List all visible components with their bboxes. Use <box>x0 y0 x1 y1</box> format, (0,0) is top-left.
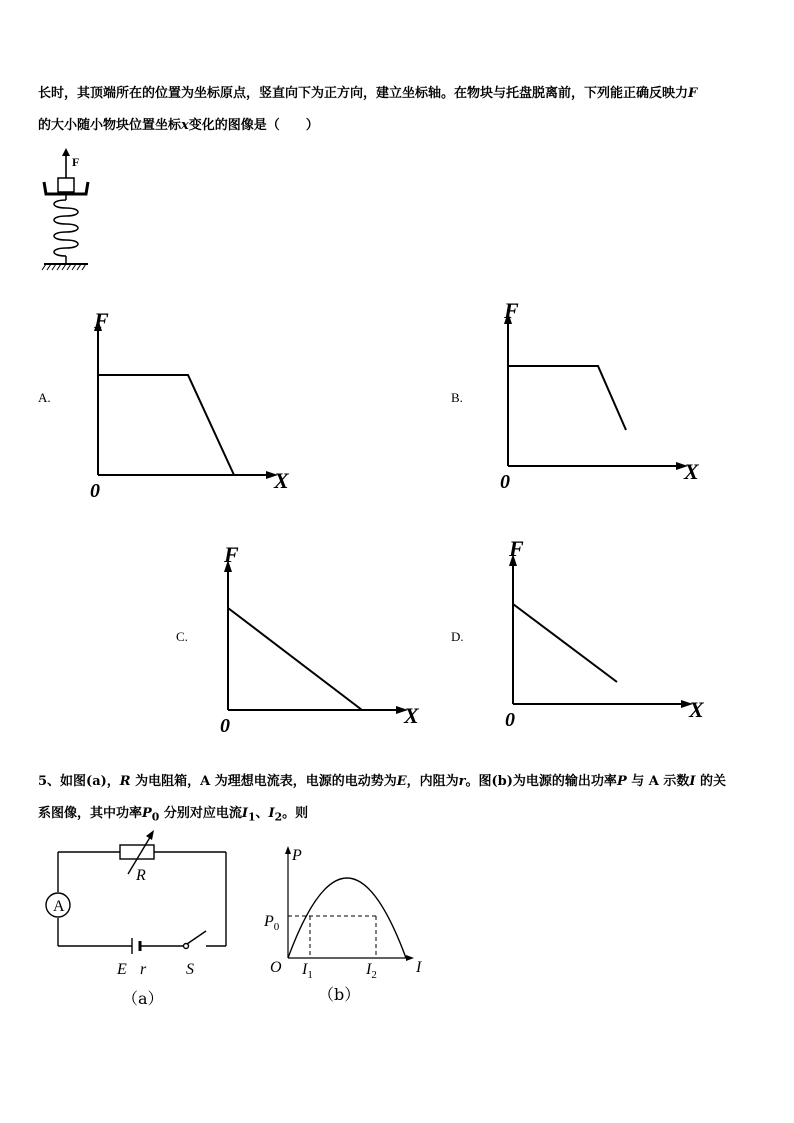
power-curve <box>288 878 406 958</box>
q5-var-P0: P <box>142 806 152 821</box>
resistor-label: R <box>136 867 146 884</box>
option-a-xlabel: X <box>274 468 289 493</box>
resistor-box <box>120 845 154 859</box>
q4-line-1 <box>38 82 697 101</box>
q5-var-E: E <box>396 774 407 789</box>
p0-label: $P_0$ <box>264 913 280 933</box>
q5-text: 系图像，其中功率 <box>38 806 143 821</box>
option-c-origin: 0 <box>220 715 230 735</box>
option-b-graph <box>494 296 709 491</box>
ammeter-label: A <box>53 898 65 915</box>
q5-sub: 0 <box>151 810 160 824</box>
option-a-graph <box>84 305 299 500</box>
option-c-label[interactable]: C. <box>176 629 188 644</box>
q4-text-2a: 的大小随小物块位置坐标 <box>38 118 182 133</box>
internal-resistance-label: r <box>140 961 147 978</box>
q5-var-I: I <box>689 774 696 789</box>
option-d-xlabel: X <box>689 697 704 722</box>
q4-text-1a: 长时，其顶端所在的位置为坐标原点，竖直向下为正方向，建立坐标轴。在物块与托盘脱离前，下列能正确反映力 <box>38 86 689 101</box>
i2-label: $I_2$ <box>366 961 377 981</box>
q5-var-I2: I <box>268 806 275 821</box>
option-a-curve <box>98 375 234 475</box>
fig-force-label: F <box>72 155 80 169</box>
option-c-ylabel: F <box>224 542 239 567</box>
option-d-ylabel: F <box>509 536 524 561</box>
switch-label: S <box>186 961 194 978</box>
q5-text: 。图(b)为电源的输出功率 <box>465 774 617 789</box>
option-d-label[interactable]: D. <box>451 629 464 644</box>
option-a-origin: 0 <box>90 480 100 500</box>
q4-line-2 <box>38 114 319 133</box>
option-d-curve <box>513 604 617 682</box>
circuit-caption: （a） <box>122 989 164 1008</box>
q5-var-P: P <box>616 774 627 789</box>
power-current-graph <box>258 840 438 1010</box>
q4-var-x: x <box>181 118 189 133</box>
q5-text: 的关 <box>695 774 727 789</box>
q5-line-2 <box>38 802 308 824</box>
option-b-label[interactable]: B. <box>451 390 463 405</box>
q5-text: 5、如图(a)， <box>38 774 120 789</box>
graph-caption: （b） <box>318 985 361 1004</box>
spring-figure <box>36 148 96 276</box>
option-d-graph <box>499 534 714 729</box>
q5-text: ，内阻为 <box>406 774 459 789</box>
option-b-curve <box>508 366 626 430</box>
option-d-origin: 0 <box>505 709 515 729</box>
graph-origin: O <box>270 959 282 976</box>
option-a-ylabel: F <box>94 308 109 333</box>
q5-line-1 <box>38 770 726 789</box>
option-c-graph <box>214 540 429 735</box>
option-c-xlabel: X <box>404 703 419 728</box>
q4-var-F: F <box>688 86 698 101</box>
option-b-ylabel: F <box>504 298 519 323</box>
q5-text: 与 A 示数 <box>626 774 690 789</box>
i1-label: $I_1$ <box>302 961 313 981</box>
q5-text: 。则 <box>282 806 309 821</box>
q4-text-2b: 变化的图像是（ ） <box>188 118 319 133</box>
q5-sub: 2 <box>274 810 283 824</box>
option-a-label[interactable]: A. <box>38 390 51 405</box>
option-b-origin: 0 <box>500 471 510 491</box>
q5-text: 、 <box>255 806 269 821</box>
option-c-curve <box>228 608 362 710</box>
q5-text: 分别对应电流 <box>159 806 242 821</box>
q5-var-R: R <box>119 774 131 789</box>
emf-label: E <box>117 961 127 978</box>
graph-ylabel: P <box>292 847 302 864</box>
q5-sub: 1 <box>247 810 256 824</box>
q5-text: 为电阻箱，A 为理想电流表，电源的电动势为 <box>130 774 397 789</box>
option-b-xlabel: X <box>684 459 699 484</box>
q5-var-r: r <box>458 774 466 789</box>
graph-xlabel: I <box>416 959 422 976</box>
circuit-diagram <box>40 828 240 1008</box>
q5-var-I1: I <box>241 806 248 821</box>
